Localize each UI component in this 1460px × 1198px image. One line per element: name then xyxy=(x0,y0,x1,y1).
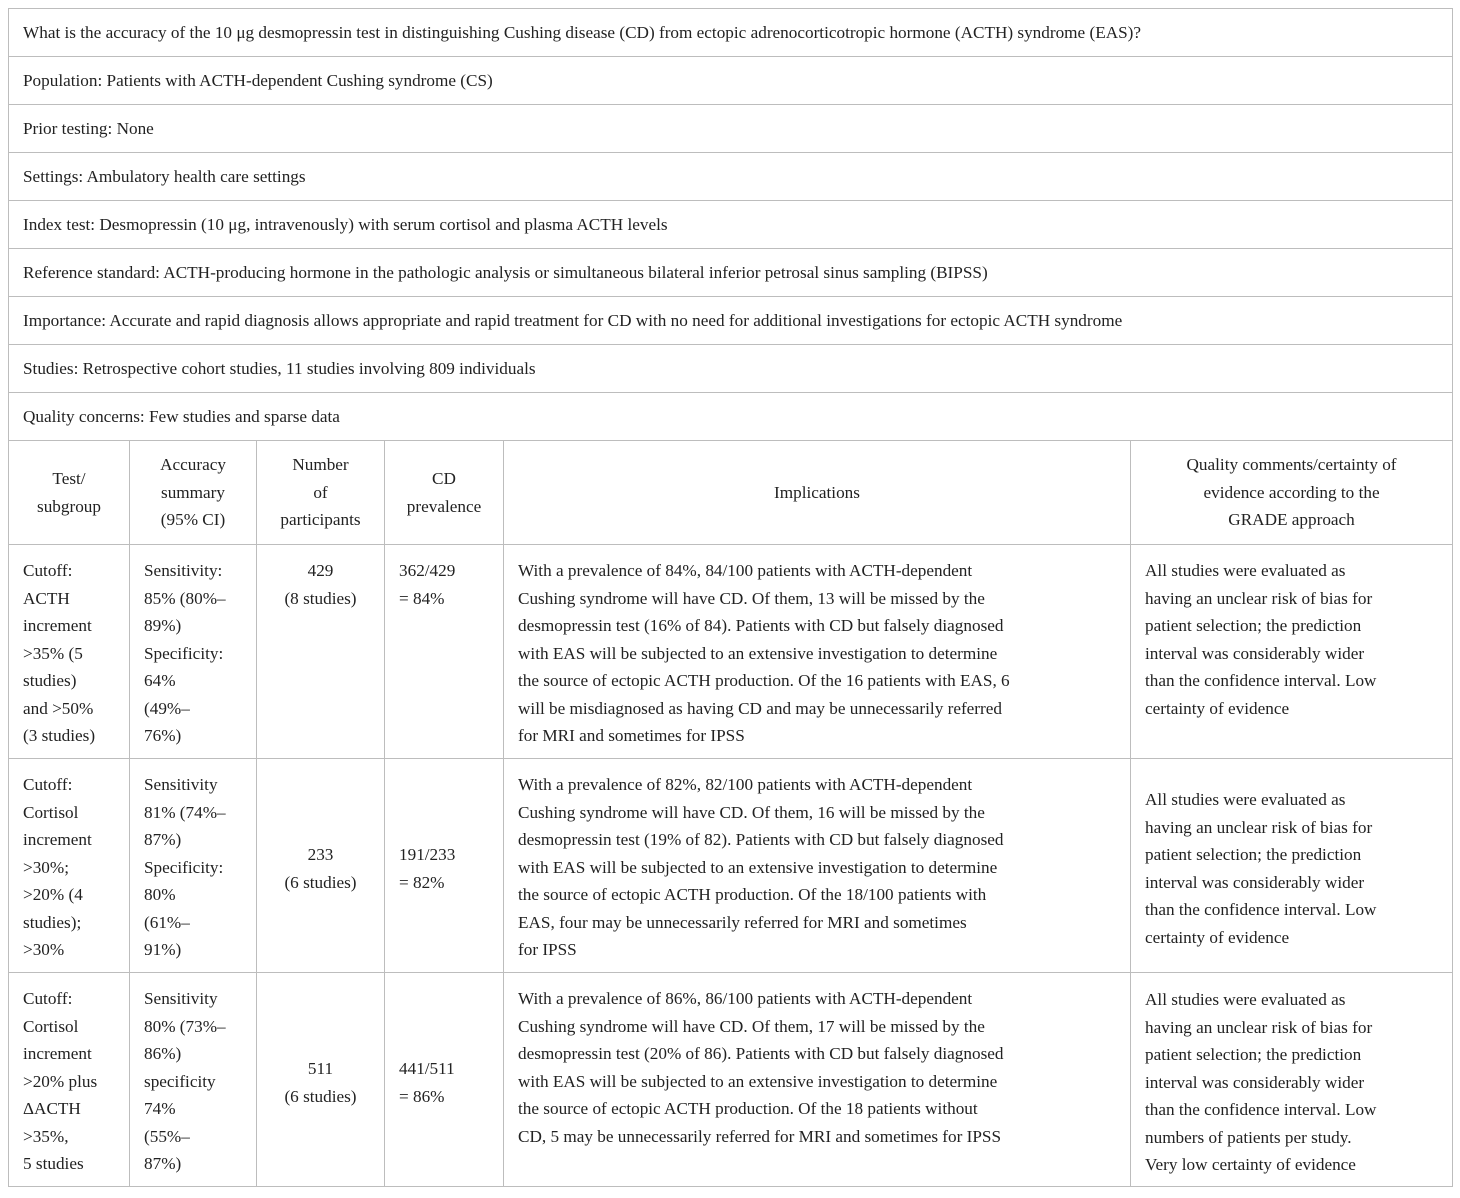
cell-line: Specificity: xyxy=(144,857,224,877)
cell-line: studies); xyxy=(23,912,82,932)
cell-line: for IPSS xyxy=(518,940,577,959)
implications-cell xyxy=(504,759,1131,973)
cell-line: the source of ectopic ACTH production. Of the 18 patients without xyxy=(518,1099,978,1118)
cell-line: than the confidence interval. Low xyxy=(1145,900,1377,919)
cell-line: 89%) xyxy=(144,616,182,635)
cell-line: = 84% xyxy=(399,588,445,608)
cell-line: All studies were evaluated as xyxy=(1145,561,1346,580)
settings-text: Settings: Ambulatory health care settings xyxy=(9,153,1453,201)
cell-line: 233 xyxy=(307,845,334,864)
cell-line: (6 studies) xyxy=(284,872,357,892)
cell-line: 5 studies xyxy=(23,1154,84,1173)
cell-line: desmopressin test (19% of 82). Patients with CD but falsely diagnosed xyxy=(518,830,1004,849)
header-line: Quality comments/certainty of xyxy=(1186,455,1397,475)
data-rows xyxy=(9,545,1453,1187)
cell-line: Cortisol xyxy=(23,802,79,822)
quality-comments-cell xyxy=(1131,545,1453,759)
cell-line: desmopressin test (16% of 84). Patients with CD but falsely diagnosed xyxy=(518,616,1004,635)
cell-line: EAS, four may be unnecessarily referred for MRI and sometimes xyxy=(518,912,967,932)
cell-line: 87%) xyxy=(144,830,182,849)
cell-line: 76%) xyxy=(144,726,182,745)
cell-line: Cushing syndrome will have CD. Of them, 13 will be missed by the xyxy=(518,588,985,608)
cell-line: certainty of evidence xyxy=(1145,698,1290,718)
prevalence-cell xyxy=(385,973,504,1187)
importance-text: Importance: Accurate and rapid diagnosis allows appropriate and rapid treatment for CD with no need for additional investigations for ectopic ACTH syndrome xyxy=(9,297,1453,345)
cell-line: 191/233 xyxy=(399,845,456,864)
table-row xyxy=(9,759,1453,973)
population-text: Population: Patients with ACTH-dependent Cushing syndrome (CS) xyxy=(9,57,1453,105)
cell-line: (8 studies) xyxy=(284,588,357,608)
cell-line: Cutoff: xyxy=(23,775,73,794)
participants-cell xyxy=(257,759,385,973)
cell-line: 80% (73%– xyxy=(144,1016,226,1036)
implications-cell xyxy=(504,973,1131,1187)
info-row-importance xyxy=(9,297,1453,345)
participants-cell xyxy=(257,973,385,1187)
cell-line: (49%– xyxy=(144,698,190,718)
cell-line: ACTH xyxy=(23,588,70,608)
cell-line: patient selection; the prediction xyxy=(1145,845,1362,864)
cell-line: 362/429 xyxy=(399,561,456,580)
cell-line: 429 xyxy=(307,561,334,580)
cell-line: increment xyxy=(23,1044,92,1063)
prior-testing-text: Prior testing: None xyxy=(9,105,1453,153)
cell-line: for MRI and sometimes for IPSS xyxy=(518,726,745,745)
cell-line: >30% xyxy=(23,940,65,959)
header-line: GRADE approach xyxy=(1228,510,1355,530)
cell-line: = 86% xyxy=(399,1086,445,1106)
header-number-of-participants xyxy=(257,441,385,545)
cell-line: >35%, xyxy=(23,1126,69,1146)
cell-line: studies) xyxy=(23,671,77,690)
info-row-studies xyxy=(9,345,1453,393)
accuracy-summary-cell xyxy=(130,759,257,973)
cell-line: Cutoff: xyxy=(23,561,73,580)
evidence-table-container xyxy=(8,8,1452,1187)
cell-line: with EAS will be subjected to an extensive investigation to determine xyxy=(518,857,998,877)
cell-line: specificity xyxy=(144,1071,216,1091)
summary-rows xyxy=(9,9,1453,441)
cell-line: 74% xyxy=(144,1099,176,1118)
cell-line: With a prevalence of 82%, 82/100 patients with ACTH-dependent xyxy=(518,775,973,794)
cell-line: (6 studies) xyxy=(284,1086,357,1106)
participants-cell xyxy=(257,545,385,759)
cell-line: >20% (4 xyxy=(23,885,83,904)
cell-line: ΔACTH xyxy=(23,1099,81,1118)
cell-line: desmopressin test (20% of 86). Patients with CD but falsely diagnosed xyxy=(518,1044,1004,1063)
cell-line: 81% (74%– xyxy=(144,802,226,822)
cell-line: 85% (80%– xyxy=(144,588,226,608)
cell-line: >30%; xyxy=(23,857,69,877)
cell-line: with EAS will be subjected to an extensive investigation to determine xyxy=(518,1071,998,1091)
header-line: participants xyxy=(280,510,361,530)
cell-line: All studies were evaluated as xyxy=(1145,990,1346,1010)
info-row-quality-concerns xyxy=(9,393,1453,441)
cell-line: 441/511 xyxy=(399,1059,455,1078)
cell-line: and >50% xyxy=(23,698,94,718)
studies-text: Studies: Retrospective cohort studies, 11 studies involving 809 individuals xyxy=(9,345,1453,393)
info-row-reference-standard xyxy=(9,249,1453,297)
info-row-index-test xyxy=(9,201,1453,249)
cell-line: Very low certainty of evidence xyxy=(1145,1155,1356,1175)
cell-line: certainty of evidence xyxy=(1145,927,1290,947)
quality-comments-cell xyxy=(1131,973,1453,1187)
evidence-table xyxy=(8,8,1453,1187)
header-line: evidence according to the xyxy=(1203,482,1380,502)
cell-line: >20% plus xyxy=(23,1071,98,1091)
cell-line: having an unclear risk of bias for xyxy=(1145,817,1373,837)
cell-line: (55%– xyxy=(144,1126,190,1146)
cell-line: 86%) xyxy=(144,1044,182,1063)
accuracy-summary-cell xyxy=(130,973,257,1187)
cell-line: Sensitivity: xyxy=(144,561,223,580)
cell-line: 87%) xyxy=(144,1154,182,1173)
column-header-row xyxy=(9,441,1453,545)
cell-line: Cushing syndrome will have CD. Of them, 16 will be missed by the xyxy=(518,802,985,822)
cell-line: having an unclear risk of bias for xyxy=(1145,588,1373,608)
accuracy-summary-cell xyxy=(130,545,257,759)
header-test-subgroup xyxy=(9,441,130,545)
table-row xyxy=(9,545,1453,759)
header-line: of xyxy=(313,482,328,502)
info-row-population xyxy=(9,57,1453,105)
cell-line: 511 xyxy=(307,1059,334,1078)
cell-line: 91%) xyxy=(144,940,182,959)
cell-line: Specificity: xyxy=(144,643,224,663)
implications-cell xyxy=(504,545,1131,759)
quality-concerns-text: Quality concerns: Few studies and sparse data xyxy=(9,393,1453,441)
cell-line: increment xyxy=(23,830,92,849)
test-subgroup-cell xyxy=(9,759,130,973)
prevalence-cell xyxy=(385,759,504,973)
cell-line: than the confidence interval. Low xyxy=(1145,1100,1377,1120)
table-row xyxy=(9,973,1453,1187)
header-accuracy-summary xyxy=(130,441,257,545)
cell-line: having an unclear risk of bias for xyxy=(1145,1017,1373,1037)
cell-line: interval was considerably wider xyxy=(1145,1072,1365,1092)
cell-line: the source of ectopic ACTH production. Of the 18/100 patients with xyxy=(518,885,987,904)
index-test-text: Index test: Desmopressin (10 μg, intravenously) with serum cortisol and plasma ACTH levels xyxy=(9,201,1453,249)
header-line: subgroup xyxy=(37,496,101,516)
cell-line: (61%– xyxy=(144,912,190,932)
cell-line: with EAS will be subjected to an extensive investigation to determine xyxy=(518,643,998,663)
header-line: Implications xyxy=(774,482,860,502)
cell-line: patient selection; the prediction xyxy=(1145,1045,1362,1065)
cell-line: (3 studies) xyxy=(23,726,96,745)
cell-line: increment xyxy=(23,616,92,635)
cell-line: Sensitivity xyxy=(144,989,218,1008)
prevalence-cell xyxy=(385,545,504,759)
header-cd-prevalence xyxy=(385,441,504,545)
cell-line: numbers of patients per study. xyxy=(1145,1127,1352,1147)
results-section xyxy=(9,441,1453,545)
cell-line: >35% (5 xyxy=(23,643,83,663)
header-line: summary xyxy=(161,482,225,502)
cell-line: = 82% xyxy=(399,872,445,892)
cell-line: With a prevalence of 84%, 84/100 patients with ACTH-dependent xyxy=(518,561,973,580)
cell-line: Cortisol xyxy=(23,1016,79,1036)
header-line: CD xyxy=(432,469,456,488)
question-text: What is the accuracy of the 10 μg desmopressin test in distinguishing Cushing disease (CD) from ectopic adrenocorticotropic hormone (ACTH) syndrome (EAS)? xyxy=(9,9,1453,57)
header-line: Number xyxy=(292,455,349,475)
info-row-question xyxy=(9,9,1453,57)
header-implications xyxy=(504,441,1131,545)
header-line: Test/ xyxy=(52,469,86,488)
header-line: prevalence xyxy=(406,496,482,516)
cell-line: will be misdiagnosed as having CD and may be unnecessarily referred xyxy=(518,698,1002,718)
reference-standard-text: Reference standard: ACTH-producing hormone in the pathologic analysis or simultaneous bilateral inferior petrosal sinus sampling (BIPSS) xyxy=(9,249,1453,297)
cell-line: than the confidence interval. Low xyxy=(1145,671,1377,690)
header-line: (95% CI) xyxy=(160,510,226,530)
test-subgroup-cell xyxy=(9,973,130,1187)
cell-line: patient selection; the prediction xyxy=(1145,616,1362,635)
cell-line: the source of ectopic ACTH production. Of the 16 patients with EAS, 6 xyxy=(518,671,1010,690)
cell-line: Sensitivity xyxy=(144,775,218,794)
cell-line: 80% xyxy=(144,885,176,904)
cell-line: interval was considerably wider xyxy=(1145,872,1365,892)
test-subgroup-cell xyxy=(9,545,130,759)
info-row-settings xyxy=(9,153,1453,201)
cell-line: All studies were evaluated as xyxy=(1145,790,1346,809)
cell-line: interval was considerably wider xyxy=(1145,643,1365,663)
quality-comments-cell xyxy=(1131,759,1453,973)
info-row-prior-testing xyxy=(9,105,1453,153)
header-quality-comments xyxy=(1131,441,1453,545)
header-line: Accuracy xyxy=(160,455,226,475)
cell-line: With a prevalence of 86%, 86/100 patients with ACTH-dependent xyxy=(518,989,973,1008)
cell-line: 64% xyxy=(144,671,176,690)
cell-line: Cutoff: xyxy=(23,989,73,1008)
cell-line: Cushing syndrome will have CD. Of them, 17 will be missed by the xyxy=(518,1016,985,1036)
cell-line: CD, 5 may be unnecessarily referred for MRI and sometimes for IPSS xyxy=(518,1126,1002,1146)
